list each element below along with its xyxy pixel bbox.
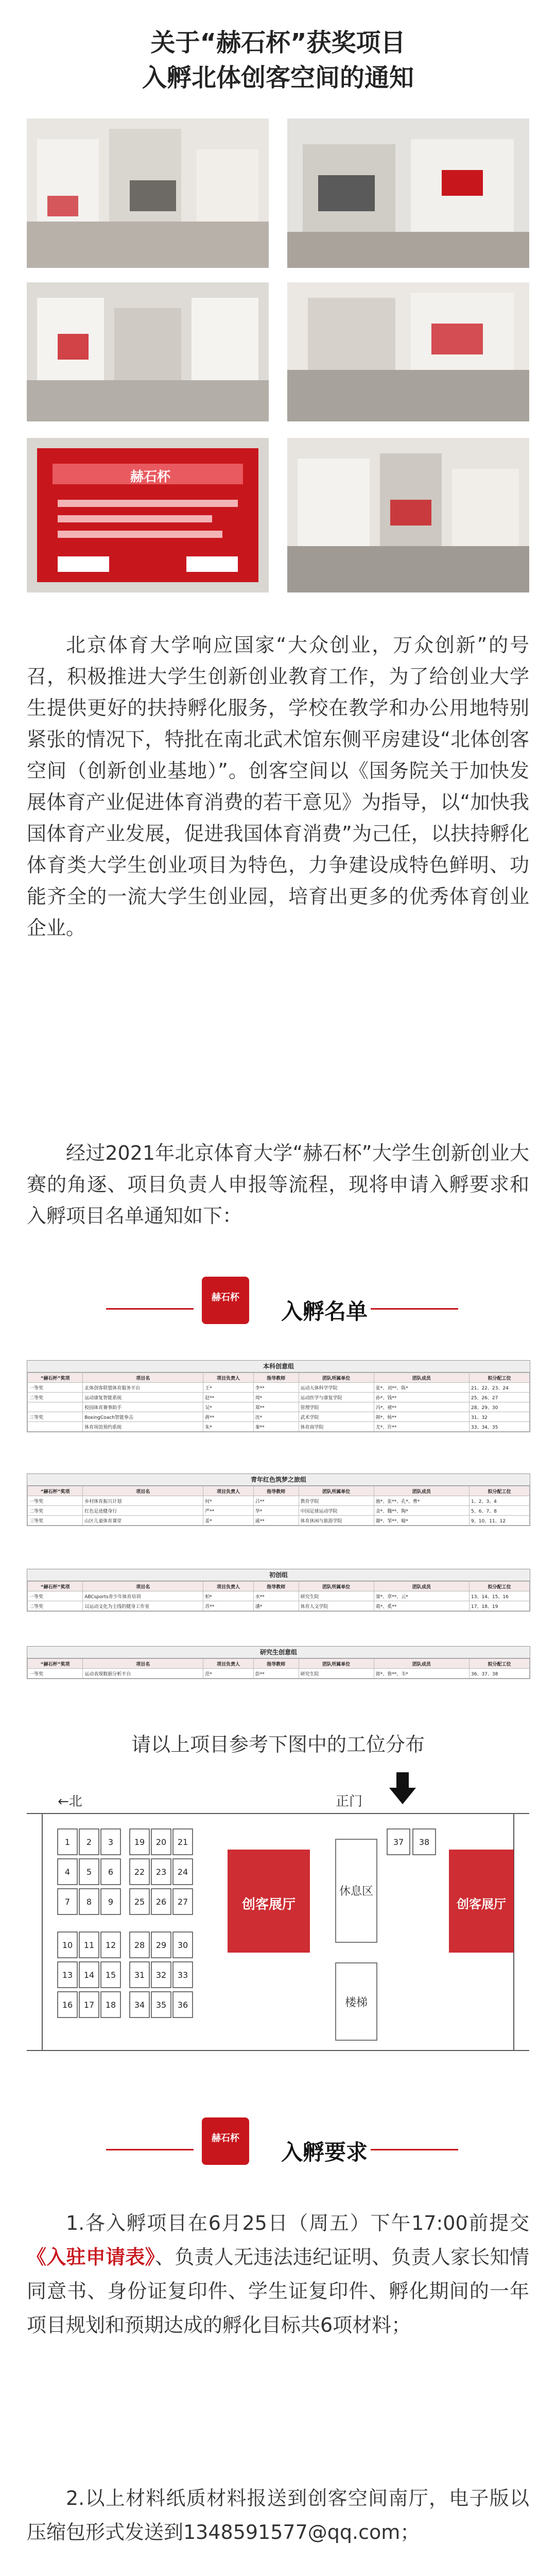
workstation-number: 31: [134, 1970, 145, 1980]
north-label: ←北: [58, 1794, 82, 1809]
workstation-number: 38: [419, 1837, 430, 1847]
table-cell: 郑**: [253, 1402, 299, 1412]
workstation-number: 17: [83, 2000, 95, 2010]
table-row: [28, 1506, 530, 1516]
photo-office-5: [287, 438, 529, 592]
table-cell: 一等奖: [28, 1591, 83, 1601]
requirement-1: [27, 2206, 529, 2342]
table-undergrad-creative: [27, 1360, 530, 1432]
table-cell: 25、26、27: [470, 1393, 530, 1402]
table-cell: 运动医学与康复学院: [299, 1393, 374, 1402]
table-header-cell: 团队成员: [374, 1582, 469, 1591]
req2-text: 2.以上材料纸质材料报送到创客空间南厅，电子版以压缩包形式发送到1348591577@qq.com；: [27, 2487, 529, 2544]
workstation-number: 10: [62, 1940, 73, 1950]
table-header-cell: 拟分配工位: [470, 1373, 530, 1383]
table-cell: 研究生院: [299, 1669, 374, 1679]
table-cell: 冯*、褚**: [374, 1402, 469, 1412]
badge-text: 赫石杯: [212, 1292, 239, 1303]
workstation-number: 2: [86, 1837, 92, 1847]
section-title-requirements: 入孵要求: [281, 2140, 368, 2165]
intro-text-2: 经过2021年北京体育大学“赫石杯”大学生创新创业大赛的角逐、项目负责人申报等流程，现将申请入孵要求和入孵项目名单通知如下：: [27, 1142, 529, 1227]
table-header-cell: 拟分配工位: [470, 1486, 530, 1496]
workstation-number: 14: [83, 1970, 95, 1980]
table-cell: 教育学院: [299, 1496, 374, 1506]
photo-office-1: [27, 118, 269, 268]
workstation-number: 23: [155, 1867, 167, 1877]
table-cell: 以运动文化为主线的健身工作室: [83, 1601, 203, 1611]
table-cell: 吴*: [203, 1402, 254, 1412]
workstation-number: 19: [134, 1837, 145, 1847]
workstation-number: 1: [64, 1837, 71, 1847]
table-header-cell: 团队所属单位: [299, 1659, 374, 1669]
photo-banner: [27, 438, 269, 592]
req1-text-b: 、负责人无违法违纪证明、负责人家长知情同意书、身份证复印件、学生证复印件、孵化期间的一年项目规划和预期达成的孵化目标共6项材料；: [27, 2246, 529, 2336]
gate-label: 正门: [336, 1794, 363, 1809]
table-cell: 校园体育赛事助手: [83, 1402, 203, 1412]
table-cell: 孙*、钱**: [374, 1393, 469, 1402]
table-cell: 周*: [253, 1393, 299, 1402]
table-cell: 运动人体科学学院: [299, 1383, 374, 1393]
workstation-number: 11: [83, 1940, 95, 1950]
floorplan-caption: 请以上项目参考下图中的工位分布: [131, 1733, 425, 1756]
table-cell: 沈*: [253, 1412, 299, 1422]
table-header-cell: 拟分配工位: [470, 1582, 530, 1591]
table-row: [28, 1601, 530, 1611]
table-cell: 赵**: [203, 1393, 254, 1402]
workstation-number: 3: [108, 1837, 114, 1847]
workstation-number: 33: [177, 1970, 188, 1980]
table-header-cell: “赫石杯”奖项: [28, 1486, 83, 1496]
table-cell: 9、10、11、12: [470, 1516, 530, 1526]
table-cell: 尤*、许**: [374, 1422, 469, 1432]
table-cell: 一等奖: [28, 1669, 83, 1679]
requirement-2: [27, 2481, 529, 2549]
showroom-b-label: 创客展厅: [457, 1897, 506, 1911]
table-cell: 柏*: [203, 1591, 254, 1601]
workstation-number: 26: [155, 1897, 167, 1907]
table-cell: 运动康复智能系统: [83, 1393, 203, 1402]
table-cell: 施*、张**、孔*、曹*: [374, 1496, 469, 1506]
table-startup: [27, 1569, 530, 1612]
heading-rule-left: [106, 2149, 194, 2150]
table-cell: 二等奖: [28, 1601, 83, 1611]
table-cell: 山区儿童体育课堂: [83, 1516, 203, 1526]
table-cell: 窦*、章**、云*: [374, 1591, 469, 1601]
banner-text: 赫石杯: [130, 469, 170, 485]
table-cell: 苏**: [203, 1601, 254, 1611]
workstation-number: 15: [105, 1970, 116, 1980]
intro-text-1: 北京体育大学响应国家“大众创业，万众创新”的号召，积极推进大学生创新创业教育工作，为了给创业大学生提供更好的扶持孵化服务，学校在教学和办公用地特别紧张的情况下，特批在南北武术馆东侧平房建设“北体创客空间（创新创业基地）”。创客空间以《国务院关于加快发展体育产业促进体育消费的若干意见》为指导，以“加快我国体育产业发展，促进我国体育消费”为己任，以扶持孵化体育类大学生创业项目为特色，力争建设成特色鲜明、功能齐全的一流大学生创业园，培育出更多的优秀体育创业企业。: [27, 634, 529, 939]
workstation-number: 22: [134, 1867, 145, 1877]
table-cell: 戚**: [253, 1516, 299, 1526]
table-section-title: 青年红色筑梦之旅组: [27, 1474, 530, 1486]
table-cell: 朱*: [203, 1422, 254, 1432]
workstation-number: 13: [62, 1970, 73, 1980]
workstation-number: 28: [134, 1940, 145, 1950]
workstation-number: 25: [134, 1897, 145, 1907]
table-cell: 36、37、38: [470, 1669, 530, 1679]
table-header-cell: 团队所属单位: [299, 1486, 374, 1496]
table-cell: 彭**: [253, 1669, 299, 1679]
table-cell: 二等奖: [28, 1393, 83, 1402]
table-cell: 体育商学院: [299, 1422, 374, 1432]
table-cell: 何*: [203, 1496, 254, 1506]
intro-paragraph-2: [27, 1138, 529, 1232]
table-cell: ABCsports青少年体育培训: [83, 1591, 203, 1601]
table-row: [28, 1422, 530, 1432]
table-header-cell: 拟分配工位: [470, 1659, 530, 1669]
table-header-cell: “赫石杯”奖项: [28, 1659, 83, 1669]
workstation-number: 20: [155, 1837, 167, 1847]
table-cell: 一等奖: [28, 1496, 83, 1506]
table-cell: 21、22、23、24: [470, 1383, 530, 1393]
table-cell: 运动表现数据分析平台: [83, 1669, 203, 1679]
table-header-cell: 指导教师: [253, 1373, 299, 1383]
workstation-number: 7: [64, 1897, 71, 1907]
table-header-cell: 项目负责人: [203, 1373, 254, 1383]
table-row: [28, 1383, 530, 1393]
table-cell: 王*: [203, 1383, 254, 1393]
photo-office-3: [27, 282, 269, 421]
table-header-cell: “赫石杯”奖项: [28, 1582, 83, 1591]
workstation-number: 18: [105, 2000, 116, 2010]
table-header-cell: 项目负责人: [203, 1486, 254, 1496]
workstation-number: 16: [62, 2000, 73, 2010]
table-cell: [28, 1422, 83, 1432]
table-cell: 三等奖: [28, 1516, 83, 1526]
table-header-cell: 指导教师: [253, 1659, 299, 1669]
table-cell: 1、2、3、4: [470, 1496, 530, 1506]
table-red-journey: [27, 1473, 530, 1526]
table-cell: 范*: [203, 1669, 254, 1679]
table-cell: 31、32: [470, 1412, 530, 1422]
table-header-cell: 项目名: [83, 1659, 203, 1669]
table-header-cell: 团队成员: [374, 1486, 469, 1496]
table-cell: 17、18、19: [470, 1601, 530, 1611]
workstation-number: 27: [177, 1897, 188, 1907]
table-cell: 北体创客联盟体育服务平台: [83, 1383, 203, 1393]
stairs-label: 楼梯: [344, 1996, 368, 2009]
badge-text: 赫石杯: [212, 2133, 239, 2144]
table-header-cell: 项目名: [83, 1373, 203, 1383]
workstation-number: 24: [177, 1867, 188, 1877]
table-cell: 姜*: [203, 1516, 254, 1526]
workstation-number: 9: [108, 1897, 114, 1907]
workstation-number: 21: [177, 1837, 188, 1847]
table-row: [28, 1402, 530, 1412]
floorplan: [27, 1772, 529, 2061]
workstation-number: 4: [64, 1867, 71, 1877]
workstation-number: 6: [108, 1867, 114, 1877]
application-form-link[interactable]: 《入驻申请表》: [27, 2246, 155, 2268]
table-section-title: 研究生创意组: [27, 1647, 530, 1658]
photo-office-2: [287, 118, 529, 268]
table-header-cell: 项目负责人: [203, 1582, 254, 1591]
table-row: [28, 1516, 530, 1526]
table-header-cell: 团队成员: [374, 1659, 469, 1669]
table-row: [28, 1591, 530, 1601]
showroom-a-label: 创客展厅: [241, 1897, 296, 1912]
table-cell: 13、14、15、16: [470, 1591, 530, 1601]
workstation-number: 34: [134, 2000, 145, 2010]
table-row: [28, 1496, 530, 1506]
table-cell: 体育场馆预约系统: [83, 1422, 203, 1432]
table-cell: 潘*: [253, 1601, 299, 1611]
table-cell: 蒋**: [203, 1412, 254, 1422]
table-cell: 水**: [253, 1591, 299, 1601]
workstation-number: 32: [155, 1970, 167, 1980]
table-cell: 秦**: [253, 1422, 299, 1432]
workstation-number: 30: [177, 1940, 188, 1950]
table-cell: 严**: [203, 1506, 254, 1516]
table-cell: 韩*、杨**: [374, 1412, 469, 1422]
section-heading-requirements: [0, 2115, 556, 2177]
workstation-number: 5: [86, 1867, 92, 1877]
req1-text-a: 1.各入孵项目在6月25日（周五）下午17:00前提交: [66, 2212, 529, 2234]
table-cell: 吕**: [253, 1496, 299, 1506]
table-cell: 体育人文学院: [299, 1601, 374, 1611]
table-cell: 28、29、30: [470, 1402, 530, 1412]
table-cell: 金*、魏**、陶*: [374, 1506, 469, 1516]
table-cell: 华*: [253, 1506, 299, 1516]
table-cell: 郎*、鲁**、韦*: [374, 1669, 469, 1679]
table-header-cell: 指导教师: [253, 1582, 299, 1591]
workstation-number: 8: [86, 1897, 92, 1907]
table-header-cell: “赫石杯”奖项: [28, 1373, 83, 1383]
table-cell: BoxingCoach智能拳击: [83, 1412, 203, 1422]
table-cell: 管理学院: [299, 1402, 374, 1412]
table-cell: 李**: [253, 1383, 299, 1393]
workstation-number: 29: [155, 1940, 167, 1950]
section-title-list: 入孵名单: [281, 1299, 368, 1324]
table-header-cell: 项目负责人: [203, 1659, 254, 1669]
table-cell: 葛*、奚**: [374, 1601, 469, 1611]
table-header-cell: 项目名: [83, 1486, 203, 1496]
photo-office-4: [287, 282, 529, 421]
intro-paragraph-1: [27, 630, 529, 944]
table-cell: [28, 1402, 83, 1412]
table-cell: 张*、刘**、陈*: [374, 1383, 469, 1393]
section-heading-list: [0, 1275, 556, 1336]
table-header-cell: 团队成员: [374, 1373, 469, 1383]
table-cell: 5、6、7、8: [470, 1506, 530, 1516]
table-cell: 体育休闲与旅游学院: [299, 1516, 374, 1526]
table-header-cell: 团队所属单位: [299, 1373, 374, 1383]
table-cell: 乡村体育振兴计划: [83, 1496, 203, 1506]
heading-rule-left: [106, 1308, 194, 1310]
workstation-number: 12: [105, 1940, 116, 1950]
table-cell: 谢*、邹**、喻*: [374, 1516, 469, 1526]
table-header-cell: 项目名: [83, 1582, 203, 1591]
title-line-2: 入孵北体创客空间的通知: [142, 63, 414, 92]
table-section-title: 本科创意组: [27, 1361, 530, 1372]
table-section-title: 初创组: [27, 1569, 530, 1581]
table-cell: 二等奖: [28, 1506, 83, 1516]
table-cell: 武术学院: [299, 1412, 374, 1422]
title-line-1: 关于“赫石杯”获奖项目: [150, 28, 406, 57]
table-row: [28, 1393, 530, 1402]
table-cell: 红色足迹健身行: [83, 1506, 203, 1516]
table-row: [28, 1669, 530, 1679]
lounge-label: 休息区: [339, 1885, 373, 1898]
table-cell: 三等奖: [28, 1412, 83, 1422]
workstation-number: 36: [177, 2000, 188, 2010]
table-cell: 33、34、35: [470, 1422, 530, 1432]
table-header-cell: 指导教师: [253, 1486, 299, 1496]
table-cell: 中国足球运动学院: [299, 1506, 374, 1516]
workstation-number: 35: [155, 2000, 167, 2010]
table-header-cell: 团队所属单位: [299, 1582, 374, 1591]
table-cell: 一等奖: [28, 1383, 83, 1393]
table-graduate-creative: [27, 1646, 530, 1679]
table-row: [28, 1412, 530, 1422]
workstation-number: 37: [393, 1837, 404, 1847]
table-cell: 研究生院: [299, 1591, 374, 1601]
